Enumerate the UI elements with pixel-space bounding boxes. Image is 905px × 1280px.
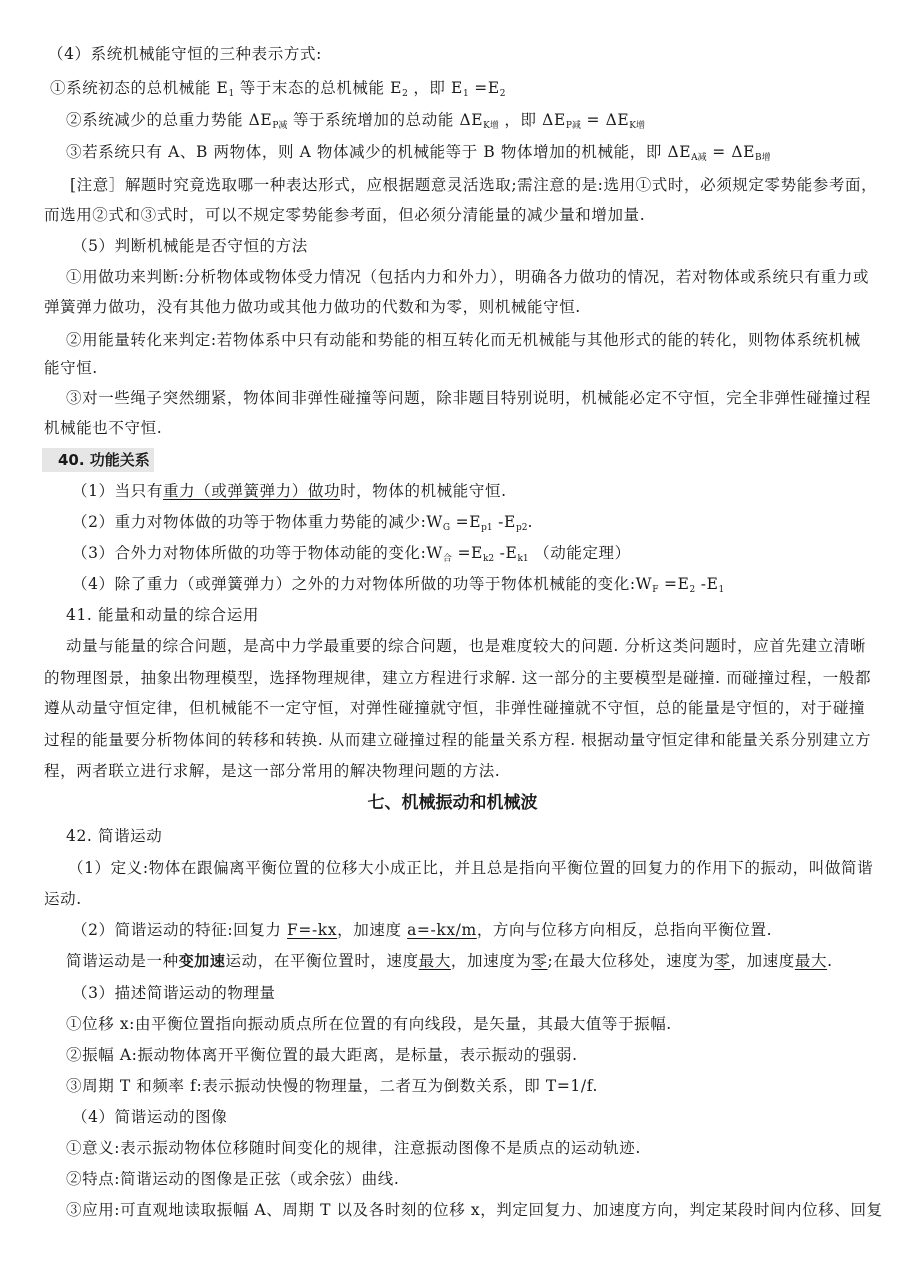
relation-3: （3）合外力对物体所做的功等于物体动能的变化$:W_合 =E_{k2}$ $-E_{k1}$ （动能定理） — [72, 544, 631, 564]
heading-41: 41. 能量和动量的综合运用 — [66, 606, 259, 624]
para-41-line-4: 过程的能量要分析物体间的转移和转换. 从而建立碰撞过程的能量关系方程. 根据动量守恒定律和能量关系分别建立方 — [44, 731, 872, 749]
para-41-line-1: 动量与能量的综合问题，是高中力学最重要的综合问题，也是难度较大的问题. 分析这类问题时，应首先建立清晰 — [66, 637, 866, 655]
method-1-line-2: 弹簧弹力做功，没有其他力做功或其他力做功的代数和为零，则机械能守恒. — [44, 298, 581, 316]
method-1-line-1: ①用做功来判断:分析物体或物体受力情况（包括内力和外力），明确各力做功的情况，若对物体或系统只有重力或 — [66, 268, 870, 286]
method-2-line-1: ②用能量转化来判定:若物体系中只有动能和势能的相互转化而无机械能与其他形式的能的转化，则物体系统机械 — [66, 331, 861, 349]
shm-description: 简谐运动是一种变加速运动，在平衡位置时，速度最大，加速度为零;在最大位移处，速度为零，加速度最大. — [66, 952, 833, 970]
graph-meaning: ①意义:表示振动物体位移随时间变化的规律，注意振动图像不是质点的运动轨迹. — [66, 1139, 641, 1157]
graph-title: （4）简谐运动的图像 — [72, 1108, 228, 1126]
relation-2: （2）重力对物体做的功等于物体重力势能的减少$:W_G =E_{p1}$ $-E_{p2}$. — [72, 513, 533, 533]
section-4-title: （4）系统机械能守恒的三种表示方式: — [48, 45, 322, 63]
method-2-line-2: 能守恒. — [44, 359, 98, 377]
definition-line-1: （1）定义:物体在跟偏离平衡位置的位移大小成正比，并且总是指向平衡位置的回复力的作用下的振动，叫做简谐 — [68, 859, 874, 877]
heading-40: 40. 功能关系 — [58, 451, 150, 469]
section-5-title: （5）判断机械能是否守恒的方法 — [72, 237, 308, 255]
graph-application: ③应用:可直观地读取振幅 A、周期 T 以及各时刻的位移 x，判定回复力、加速度方向，判定某段时间内位移、回复 — [66, 1201, 883, 1219]
quantity-period: ③周期 T 和频率 f:表示振动快慢的物理量，二者互为倒数关系，即 T=1/f. — [66, 1077, 599, 1095]
para-41-line-2: 的物理图景，抽象出物理模型，选择物理规律，建立方程进行求解. 这一部分的主要模型是碰撞. 而碰撞过程，一般都 — [44, 669, 872, 687]
formula-3: ③若系统只有 A、B 两物体，则 A 物体减少的机械能等于 B 物体增加的机械能，即 $\Delta E_{A减} = \Delta E_{B增}$ — [66, 143, 771, 163]
para-41-line-3: 遵从动量守恒定律，但机械能不一定守恒，对弹性碰撞就守恒，非弹性碰撞就不守恒，总的能量是守恒的，对于碰撞 — [44, 699, 866, 717]
relation-4: （4）除了重力（或弹簧弹力）之外的力对物体所做的功等于物体机械能的变化$:W_F =E_2$ $-E_1$ — [72, 575, 725, 595]
formula-1: ①系统初态的总机械能 $E_1$ 等于末态的总机械能 $E_2$ ，即 $E_1 =E_2$ — [50, 79, 506, 99]
features-line: （2）简谐运动的特征:回复力 F=-kx，加速度 a=-kx/m，方向与位移方向相反，总指向平衡位置. — [72, 921, 773, 939]
quantity-displacement: ①位移 x:由平衡位置指向振动质点所在位置的有向线段，是矢量，其最大值等于振幅. — [66, 1015, 672, 1033]
chapter-7-title: 七、机械振动和机械波 — [367, 793, 538, 813]
relation-1: （1）当只有重力（或弹簧弹力）做功时，物体的机械能守恒. — [72, 482, 507, 500]
note-line-1: [注意］解题时究竟选取哪一种表达形式，应根据题意灵活选取;需注意的是:选用①式时，必须规定零势能参考面， — [70, 176, 878, 194]
quantities-title: （3）描述简谐运动的物理量 — [72, 984, 276, 1002]
method-3-line-2: 机械能也不守恒. — [44, 419, 163, 437]
method-3-line-1: ③对一些绳子突然绷紧，物体间非弹性碰撞等问题，除非题目特别说明，机械能必定不守恒，完全非弹性碰撞过程 — [66, 389, 872, 407]
heading-42: 42. 简谐运动 — [66, 827, 163, 845]
para-41-line-5: 程，两者联立进行求解，是这一部分常用的解决物理问题的方法. — [44, 762, 501, 780]
formula-2: ②系统减少的总重力势能 $\Delta E_{P减}$ 等于系统增加的总动能 $\Delta E_{K增}$ ，即 $\Delta E_{P减} = \Delta E_{K增}$ — [66, 111, 646, 131]
definition-line-2: 运动. — [44, 890, 82, 908]
note-line-2: 而选用②式和③式时，可以不规定零势能参考面，但必须分清能量的减少量和增加量. — [44, 206, 646, 224]
quantity-amplitude: ②振幅 A:振动物体离开平衡位置的最大距离，是标量，表示振动的强弱. — [66, 1046, 578, 1064]
graph-feature: ②特点:简谐运动的图像是正弦（或余弦）曲线. — [66, 1170, 400, 1188]
